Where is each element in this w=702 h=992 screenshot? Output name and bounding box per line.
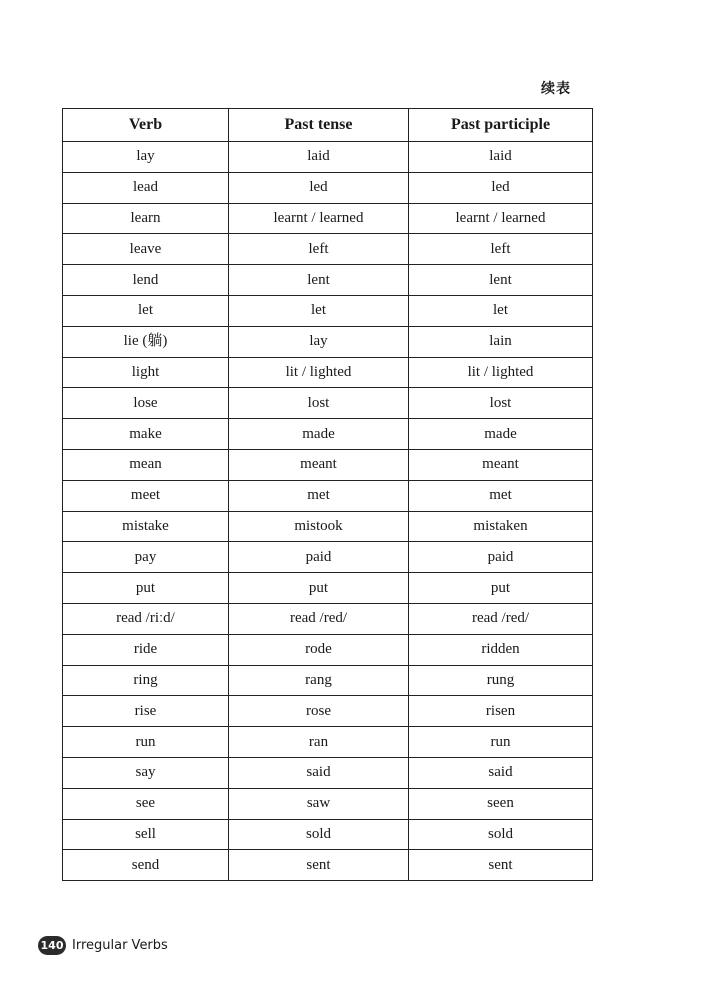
table-row [63,696,593,727]
table-row [63,142,593,173]
column-header-verb: Verb [63,109,229,142]
past-participle-cell: lain [409,326,593,357]
table-row [63,511,593,542]
verb-cell: learn [63,203,229,234]
verb-cell: put [63,573,229,604]
past-tense-cell: said [229,757,409,788]
verb-cell: send [63,850,229,881]
verb-cell: see [63,788,229,819]
table-row [63,788,593,819]
verb-cell: lead [63,172,229,203]
past-tense-cell: left [229,234,409,265]
verb-cell: mean [63,449,229,480]
verb-cell: read /riːd/ [63,603,229,634]
table-row [63,603,593,634]
table-row [63,265,593,296]
section-title: Irregular Verbs [72,938,168,953]
table-row [63,819,593,850]
past-participle-cell: sent [409,850,593,881]
table-row [63,357,593,388]
verb-cell: let [63,295,229,326]
past-tense-cell: made [229,419,409,450]
past-tense-cell: sent [229,850,409,881]
table-row [63,449,593,480]
verb-cell: ring [63,665,229,696]
verb-cell: ride [63,634,229,665]
past-tense-cell: meant [229,449,409,480]
table-row [63,295,593,326]
past-participle-cell: put [409,573,593,604]
past-tense-cell: ran [229,727,409,758]
column-header-past-participle: Past participle [409,109,593,142]
past-tense-cell: lent [229,265,409,296]
past-tense-cell: read /red/ [229,603,409,634]
past-participle-cell: risen [409,696,593,727]
table-row [63,665,593,696]
past-participle-cell: lent [409,265,593,296]
past-participle-cell: learnt / learned [409,203,593,234]
table-row [63,326,593,357]
column-header-past-tense: Past tense [229,109,409,142]
verb-cell: mistake [63,511,229,542]
table-row [63,850,593,881]
past-participle-cell: paid [409,542,593,573]
table-row [63,634,593,665]
past-tense-cell: mistook [229,511,409,542]
table-row [63,480,593,511]
verb-cell: lend [63,265,229,296]
table-row [63,419,593,450]
table-header-row [63,109,593,142]
past-participle-cell: seen [409,788,593,819]
table-row [63,388,593,419]
verb-cell: meet [63,480,229,511]
past-tense-cell: lay [229,326,409,357]
past-tense-cell: rode [229,634,409,665]
verb-cell: light [63,357,229,388]
past-tense-cell: lit / lighted [229,357,409,388]
table-row [63,542,593,573]
verb-cell: lay [63,142,229,173]
verb-cell: leave [63,234,229,265]
irregular-verbs-table [62,108,593,881]
verb-cell: run [63,727,229,758]
verb-cell: make [63,419,229,450]
past-participle-cell: led [409,172,593,203]
past-participle-cell: left [409,234,593,265]
past-participle-cell: lit / lighted [409,357,593,388]
continued-label: 续表 [541,81,571,97]
past-tense-cell: rose [229,696,409,727]
past-tense-cell: learnt / learned [229,203,409,234]
past-tense-cell: put [229,573,409,604]
table-row [63,757,593,788]
past-participle-cell: let [409,295,593,326]
past-participle-cell: laid [409,142,593,173]
past-participle-cell: rung [409,665,593,696]
past-tense-cell: saw [229,788,409,819]
verb-cell: say [63,757,229,788]
past-participle-cell: meant [409,449,593,480]
verb-cell: lie (躺) [63,326,229,357]
past-tense-cell: met [229,480,409,511]
past-tense-cell: rang [229,665,409,696]
past-participle-cell: made [409,419,593,450]
verb-cell: sell [63,819,229,850]
past-participle-cell: mistaken [409,511,593,542]
past-participle-cell: ridden [409,634,593,665]
table-row [63,172,593,203]
table-row [63,234,593,265]
verb-cell: pay [63,542,229,573]
verb-cell: lose [63,388,229,419]
past-participle-cell: read /red/ [409,603,593,634]
past-tense-cell: led [229,172,409,203]
past-tense-cell: lost [229,388,409,419]
table-row [63,203,593,234]
past-tense-cell: paid [229,542,409,573]
past-participle-cell: sold [409,819,593,850]
past-tense-cell: laid [229,142,409,173]
past-participle-cell: run [409,727,593,758]
table-row [63,727,593,758]
past-participle-cell: said [409,757,593,788]
verb-cell: rise [63,696,229,727]
page-number-badge: 140 [38,936,66,955]
table-body [63,142,593,881]
past-tense-cell: let [229,295,409,326]
past-participle-cell: met [409,480,593,511]
past-tense-cell: sold [229,819,409,850]
past-participle-cell: lost [409,388,593,419]
page-footer [38,936,168,955]
table-row [63,573,593,604]
